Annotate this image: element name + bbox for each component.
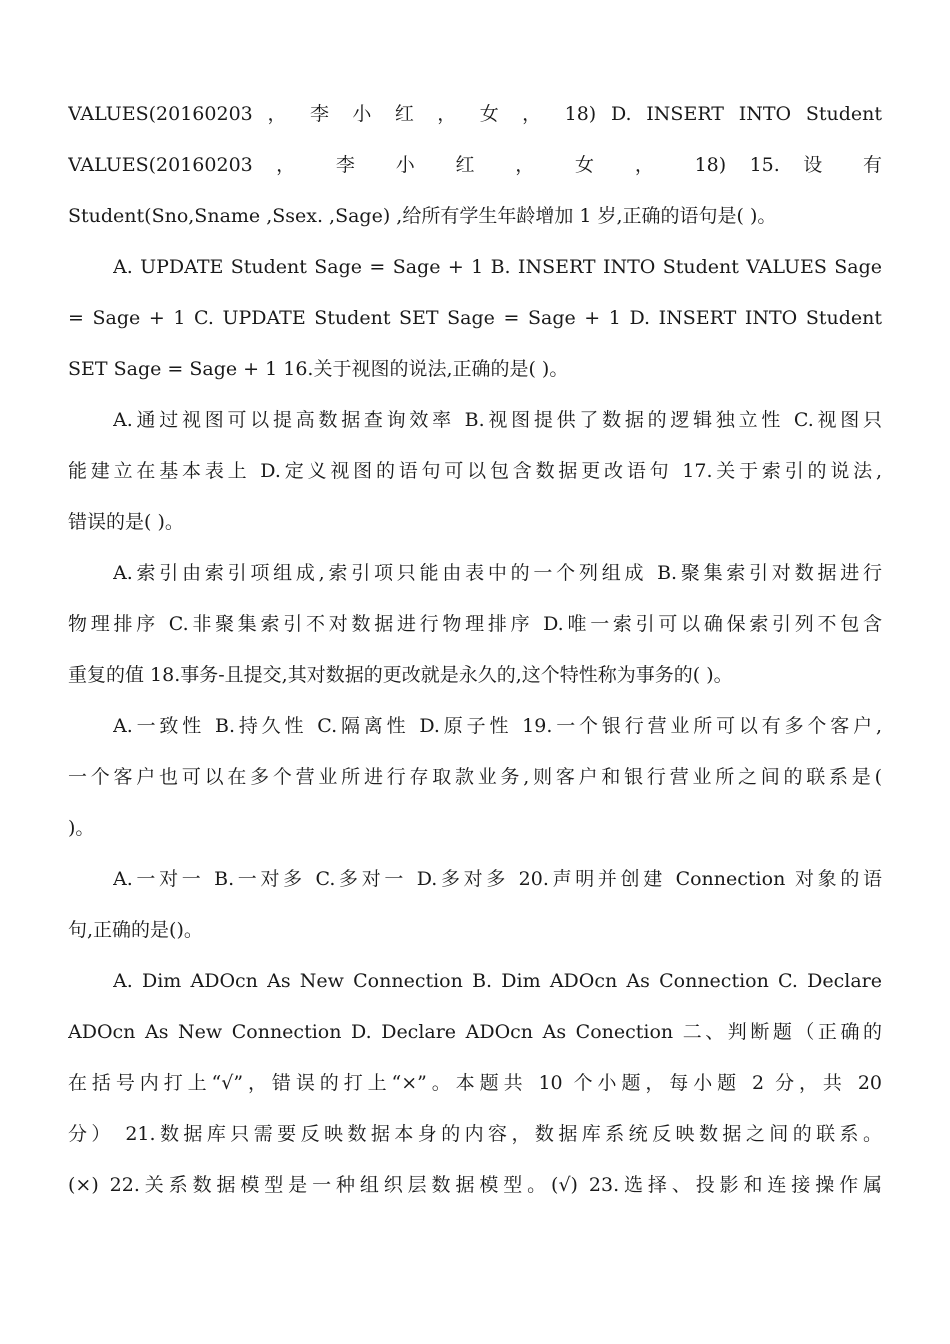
- text-line: A.一致性 B.持久性 C.隔离性 D.原子性 19.一个银行营业所可以有多个客户,: [113, 715, 882, 737]
- text-line: 重复的值 18.事务-且提交,其对数据的更改就是永久的,这个特性称为事务的( )。: [68, 664, 733, 686]
- text-line: 一个客户也可以在多个营业所进行存取款业务,则客户和银行营业所之间的联系是(: [68, 766, 882, 788]
- text-line: (×) 22.关系数据模型是一种组织层数据模型。(√) 23.选择、投影和连接操作属: [68, 1174, 882, 1196]
- text-line: VALUES(20160203 ， 李 小 红 ， 女 ， 18) 15. 设 有: [68, 154, 882, 176]
- text-line: A.一对一 B.一对多 C.多对一 D.多对多 20.声明并创建 Connection 对象的语: [113, 868, 882, 890]
- text-line: 在括号内打上“√”，错误的打上“×”。本题共 10 个小题，每小题 2 分，共 20: [68, 1072, 882, 1094]
- text-line: = Sage + 1 C. UPDATE Student SET Sage = Sage + 1 D. INSERT INTO Student: [68, 307, 882, 329]
- text-line: VALUES(20160203 ， 李 小 红 ， 女 ， 18) D. INSERT INTO Student: [68, 103, 882, 125]
- text-line: A.索引由索引项组成,索引项只能由表中的一个列组成 B.聚集索引对数据进行: [113, 562, 882, 584]
- text-line: ADOcn As New Connection D. Declare ADOcn As Conection 二、判断题（正确的: [68, 1021, 882, 1043]
- text-line: 分） 21.数据库只需要反映数据本身的内容，数据库系统反映数据之间的联系。: [68, 1123, 882, 1145]
- text-line: )。: [68, 817, 95, 839]
- text-line: A.通过视图可以提高数据查询效率 B.视图提供了数据的逻辑独立性 C.视图只: [113, 409, 882, 431]
- text-line: 句,正确的是()。: [68, 919, 203, 941]
- text-line: A. UPDATE Student Sage = Sage + 1 B. INSERT INTO Student VALUES Sage: [113, 256, 882, 278]
- text-line: 能建立在基本表上 D.定义视图的语句可以包含数据更改语句 17.关于索引的说法,: [68, 460, 882, 482]
- text-line: 物理排序 C.非聚集索引不对数据进行物理排序 D.唯一索引可以确保索引列不包含: [68, 613, 882, 635]
- text-line: Student(Sno,Sname ,Ssex. ,Sage) ,给所有学生年龄增加 1 岁,正确的语句是( )。: [68, 205, 777, 227]
- text-line: SET Sage = Sage + 1 16.关于视图的说法,正确的是( )。: [68, 358, 569, 380]
- text-line: 错误的是( )。: [68, 511, 184, 533]
- text-line: A. Dim ADOcn As New Connection B. Dim ADOcn As Connection C. Declare: [113, 970, 882, 992]
